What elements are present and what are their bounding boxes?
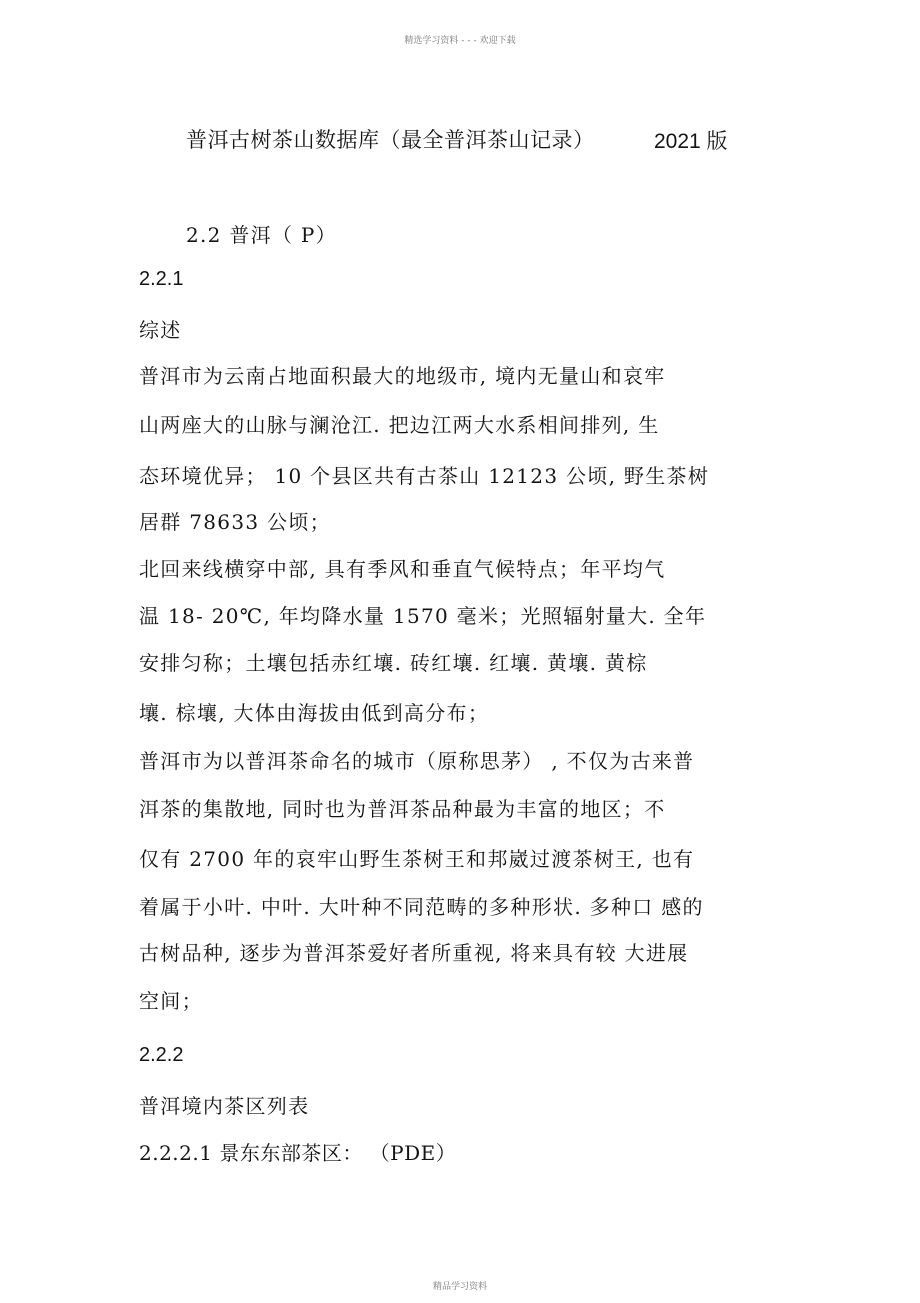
body-line: 普洱市为云南占地面积最大的地级市, 境内无量山和哀牢 (139, 364, 666, 388)
body-line: 安排匀称；土壤包括赤红壤. 砖红壤. 红壤. 黄壤. 黄棕 (139, 651, 648, 675)
body-line: 温 18- 20℃, 年均降水量 1570 毫米；光照辐射量大. 全年 (139, 604, 707, 628)
body-line: 普洱市为以普洱茶命名的城市（原称思茅） , 不仅为古来普 (139, 749, 695, 773)
body-line: 仅有 2700 年的哀牢山野生茶树王和邦崴过渡茶树王, 也有 (139, 847, 695, 871)
page-header: 精选学习资料 - - - 欢迎下载 (404, 36, 516, 46)
body-line: 北回来线横穿中部, 具有季风和垂直气候特点；年平均气 (139, 557, 666, 581)
document-title: 普洱古树茶山数据库（最全普洱茶山记录） (186, 128, 595, 152)
body-line: 壤. 棕壤, 大体由海拔由低到高分布； (139, 701, 490, 725)
body-line: 洱茶的集散地, 同时也为普洱茶品种最为丰富的地区；不 (139, 797, 666, 821)
section-heading-2-2: 2.2 普洱（ P） (186, 223, 337, 247)
page-footer: 精品学习资料 (432, 1282, 487, 1292)
section-title-overview: 综述 (139, 318, 182, 342)
body-line: 态环境优异； 10 个县区共有古茶山 12123 公顷, 野生茶树 (139, 464, 710, 488)
body-line: 居群 78633 公顷； (139, 510, 331, 534)
section-title-tea-area-list: 普洱境内茶区列表 (139, 1094, 310, 1118)
body-line: 山两座大的山脉与澜沧江. 把边江两大水系相间排列, 生 (139, 413, 660, 437)
subsection-jingdong-east: 2.2.2.1 景东东部茶区： （PDE） (139, 1141, 457, 1165)
section-number-2-2-1: 2.2.1 (139, 268, 184, 290)
document-title-year: 2021 版 (654, 130, 728, 153)
body-line: 着属于小叶. 中叶. 大叶种不同范畴的多种形状. 多种口 感的 (139, 895, 704, 919)
body-line: 古树品种, 逐步为普洱茶爱好者所重视, 将来具有较 大进展 (139, 941, 689, 965)
section-number-2-2-2: 2.2.2 (139, 1044, 184, 1066)
body-line: 空间； (139, 989, 203, 1013)
